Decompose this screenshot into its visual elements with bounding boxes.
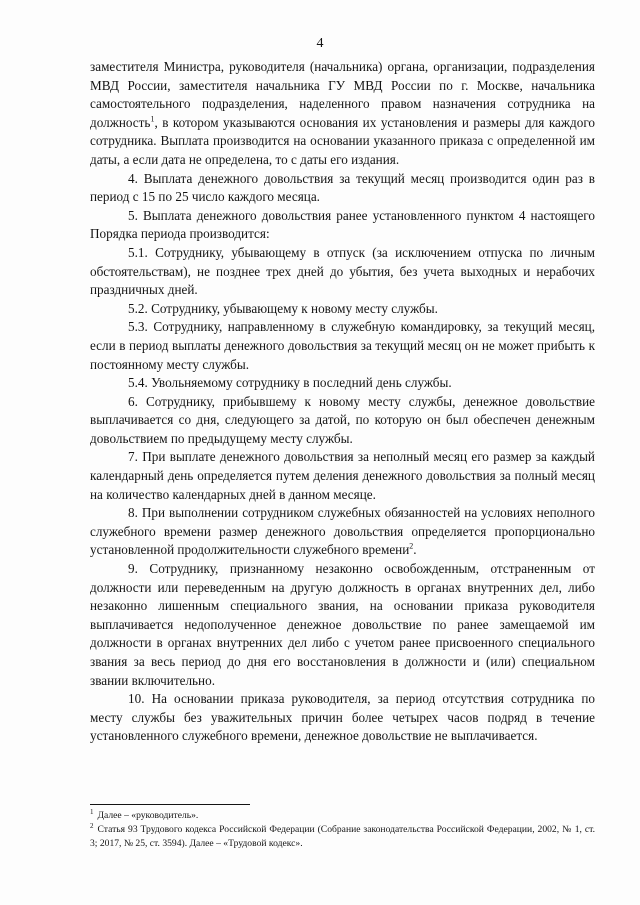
paragraph-9: 9. Сотруднику, признанному незаконно освобожденным, отстраненным от должности или переведенным на другую должность в органах внутренних дел, либо незаконно лишенным специального звания, на основании приказа руководителя выплачивается недополученное денежное довольствие по ранее замещаемой им должности в органах внутренних дел либо с учетом ранее присвоенного специального звания за весь период до дня его восстановления в должности и (или) специальном звании включительно. xyxy=(90,561,595,688)
paragraph-5-3: 5.3. Сотруднику, направленному в служебную командировку, за текущий месяц, если в период выплаты денежного довольствия за текущий месяц он не может прибыть к постоянному месту службы. xyxy=(90,319,595,372)
body-text xyxy=(90,58,595,746)
paragraph-5-4: 5.4. Увольняемому сотруднику в последний день службы. xyxy=(128,375,452,391)
paragraph-6: 6. Сотруднику, прибывшему к новому месту службы, денежное довольствие выплачивается со дня, следующего за датой, по которую он был обеспечен денежным довольствием по предыдущему месту службы. xyxy=(90,393,595,446)
footnote-divider xyxy=(90,804,250,805)
footnote-ref-1: 1 xyxy=(150,114,155,124)
paragraph-continuation: заместителя Министра, руководителя (начальника) органа, организации, подразделения МВД России, заместителя начальника ГУ МВД России по г. Москве, начальника самостоятельного подразделения, наделенного правом назначения сотрудника на должность$^1$, в котором указываются основания их установления и размеры для каждого сотрудника. Выплата производится на основании указанного приказа с определенной им даты, а если дата не определена, то с даты его издания. xyxy=(90,59,595,167)
paragraph-5: 5. Выплата денежного довольствия ранее установленного пунктом 4 настоящего Порядка периода производится: xyxy=(90,207,595,242)
paragraph-10: 10. На основании приказа руководителя, за период отсутствия сотрудника по месту службы без уважительных причин более четырех часов подряд в течение установленного служебного времени, денежное довольствие не выплачивается. xyxy=(90,691,595,744)
page-number: 4 xyxy=(316,36,324,51)
footnotes xyxy=(90,809,595,850)
paragraph-8: 8. При выполнении сотрудником служебных обязанностей на условиях неполного служебного времени размер денежного довольствия определяется пропорционально установленной продолжительности служебного времени$^2$. xyxy=(90,505,595,558)
footnote-ref-2: 2 xyxy=(409,542,414,552)
footnote-1: $^1$ Далее – «руководитель». xyxy=(90,807,199,821)
footnote-2: $^2$ Статья 93 Трудового кодекса Российской Федерации (Собрание законодательства Российской Федерации, 2002, № 1, ст. 3; 2017, № 25, ст. 3594). Далее – «Трудовой кодекс». xyxy=(90,821,595,849)
paragraph-7: 7. При выплате денежного довольствия за неполный месяц его размер за каждый календарный день определяется путем деления денежного довольствия за полный месяц на количество календарных дней в данном месяце. xyxy=(90,449,595,502)
paragraph-4: 4. Выплата денежного довольствия за текущий месяц производится один раз в период с 15 по 25 число каждого месяца. xyxy=(90,170,595,205)
paragraph-5-2: 5.2. Сотруднику, убывающему к новому месту службы. xyxy=(128,300,438,316)
paragraph-5-1: 5.1. Сотруднику, убывающему в отпуск (за исключением отпуска по личным обстоятельствам), не позднее трех дней до убытия, без учета выходных и нерабочих праздничных дней. xyxy=(90,244,595,298)
